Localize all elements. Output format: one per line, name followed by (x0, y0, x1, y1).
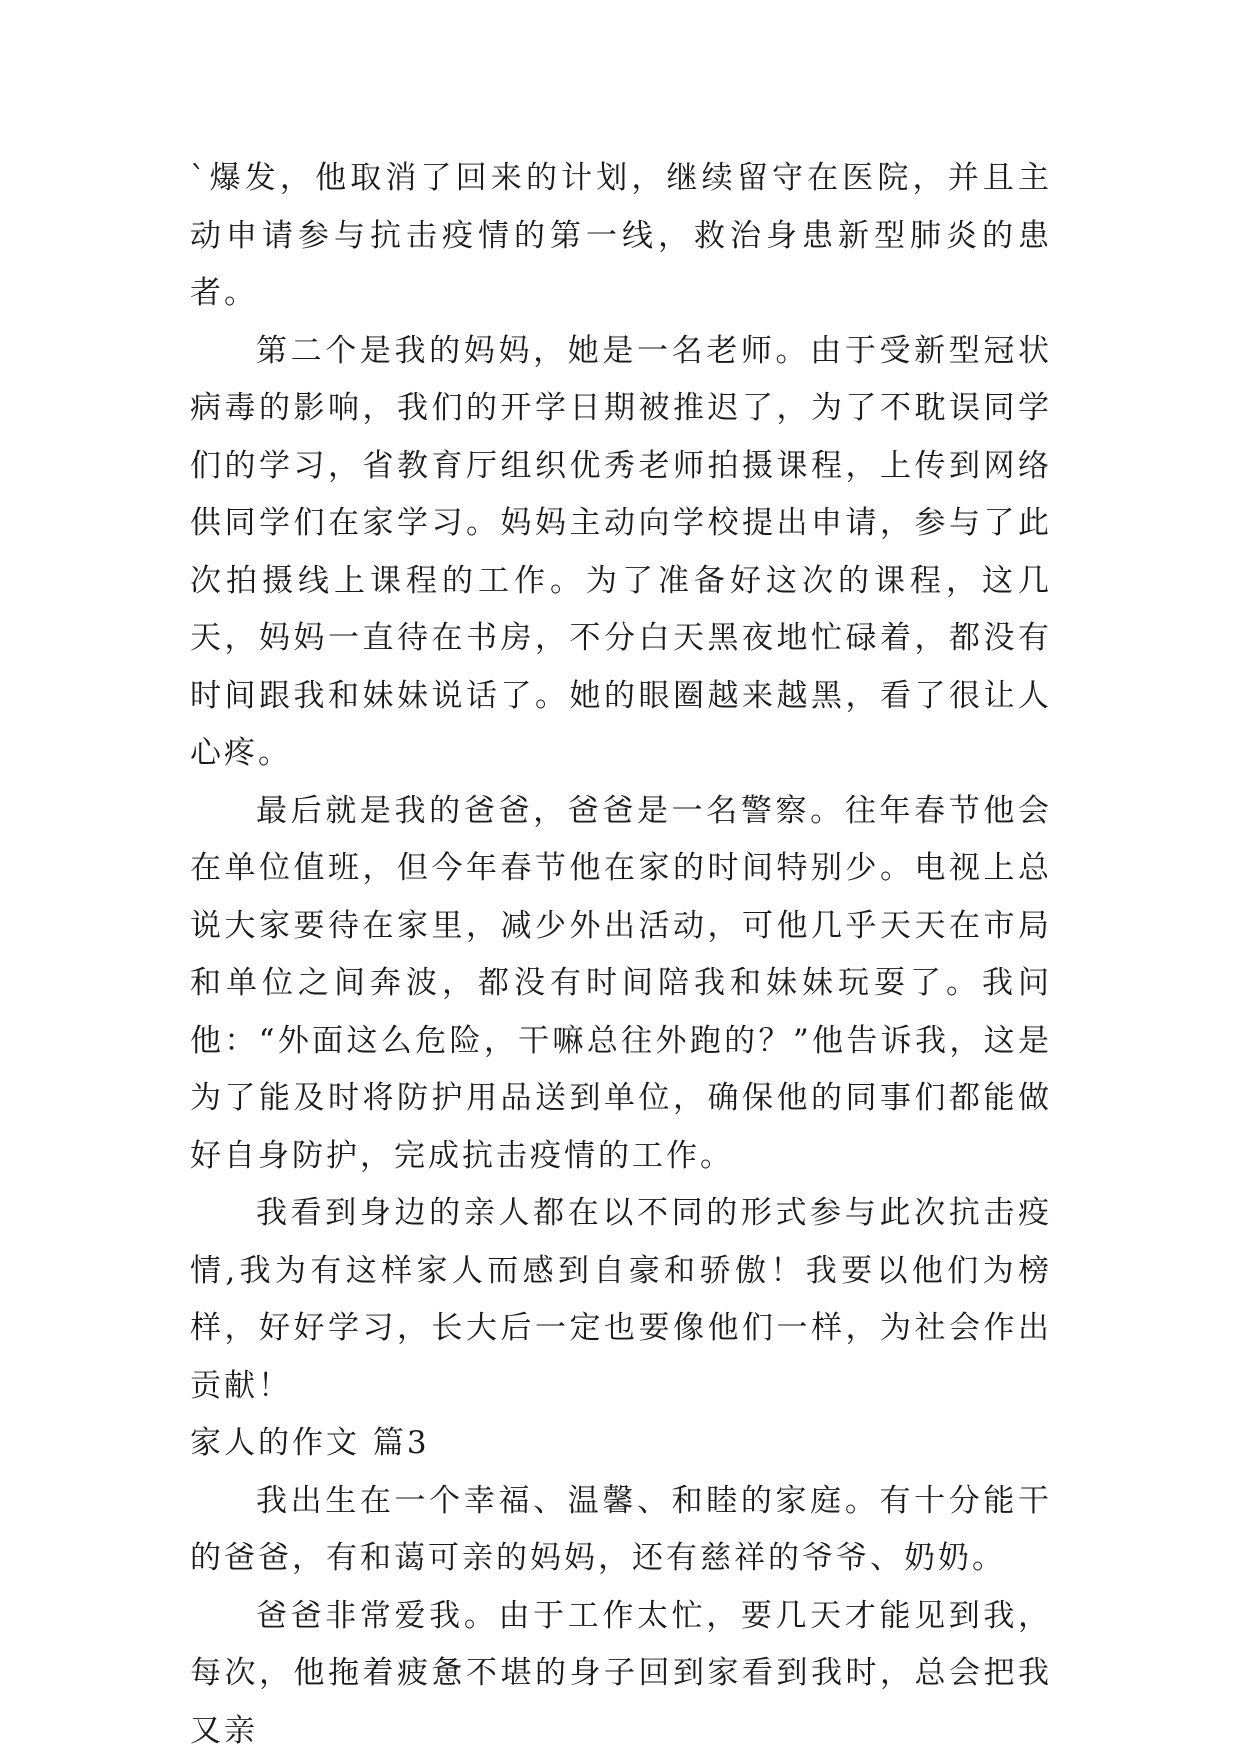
paragraph-conclusion: 我看到身边的亲人都在以不同的形式参与此次抗击疫情,我为有这样家人而感到自豪和骄傲！我要以他们为榜样，好好学习，长大后一定也要像他们一样，为社会作出贡献！ (190, 1185, 1052, 1415)
document-body (190, 150, 1052, 1760)
paragraph-family-intro: 我出生在一个幸福、温馨、和睦的家庭。有十分能干的爸爸，有和蔼可亲的妈妈，还有慈祥的爷爷、奶奶。 (190, 1473, 1052, 1588)
paragraph-father: 最后就是我的爸爸，爸爸是一名警察。往年春节他会在单位值班，但今年春节他在家的时间特别少。电视上总说大家要待在家里，减少外出活动，可他几乎天天在市局和单位之间奔波，都没有时间陪我和妹妹玩耍了。我问他：“外面这么危险，干嘛总往外跑的？”他告诉我，这是为了能及时将防护用品送到单位，确保他的同事们都能做好自身防护，完成抗击疫情的工作。 (190, 783, 1052, 1186)
paragraph-dad-love: 爸爸非常爱我。由于工作太忙，要几天才能见到我，每次，他拖着疲惫不堪的身子回到家看到我时，总会把我又亲 (190, 1588, 1052, 1760)
paragraph-mother: 第二个是我的妈妈，她是一名老师。由于受新型冠状病毒的影响，我们的开学日期被推迟了，为了不耽误同学们的学习，省教育厅组织优秀老师拍摄课程，上传到网络供同学们在家学习。妈妈主动向学校提出申请，参与了此次拍摄线上课程的工作。为了准备好这次的课程，这几天，妈妈一直待在书房，不分白天黑夜地忙碌着，都没有时间跟我和妹妹说话了。她的眼圈越来越黑，看了很让人心疼。 (190, 323, 1052, 783)
paragraph-continuation: `爆发，他取消了回来的计划，继续留守在医院，并且主动申请参与抗击疫情的第一线，救治身患新型肺炎的患者。 (190, 150, 1052, 323)
section-heading: 家人的作文 篇3 (190, 1415, 1052, 1473)
